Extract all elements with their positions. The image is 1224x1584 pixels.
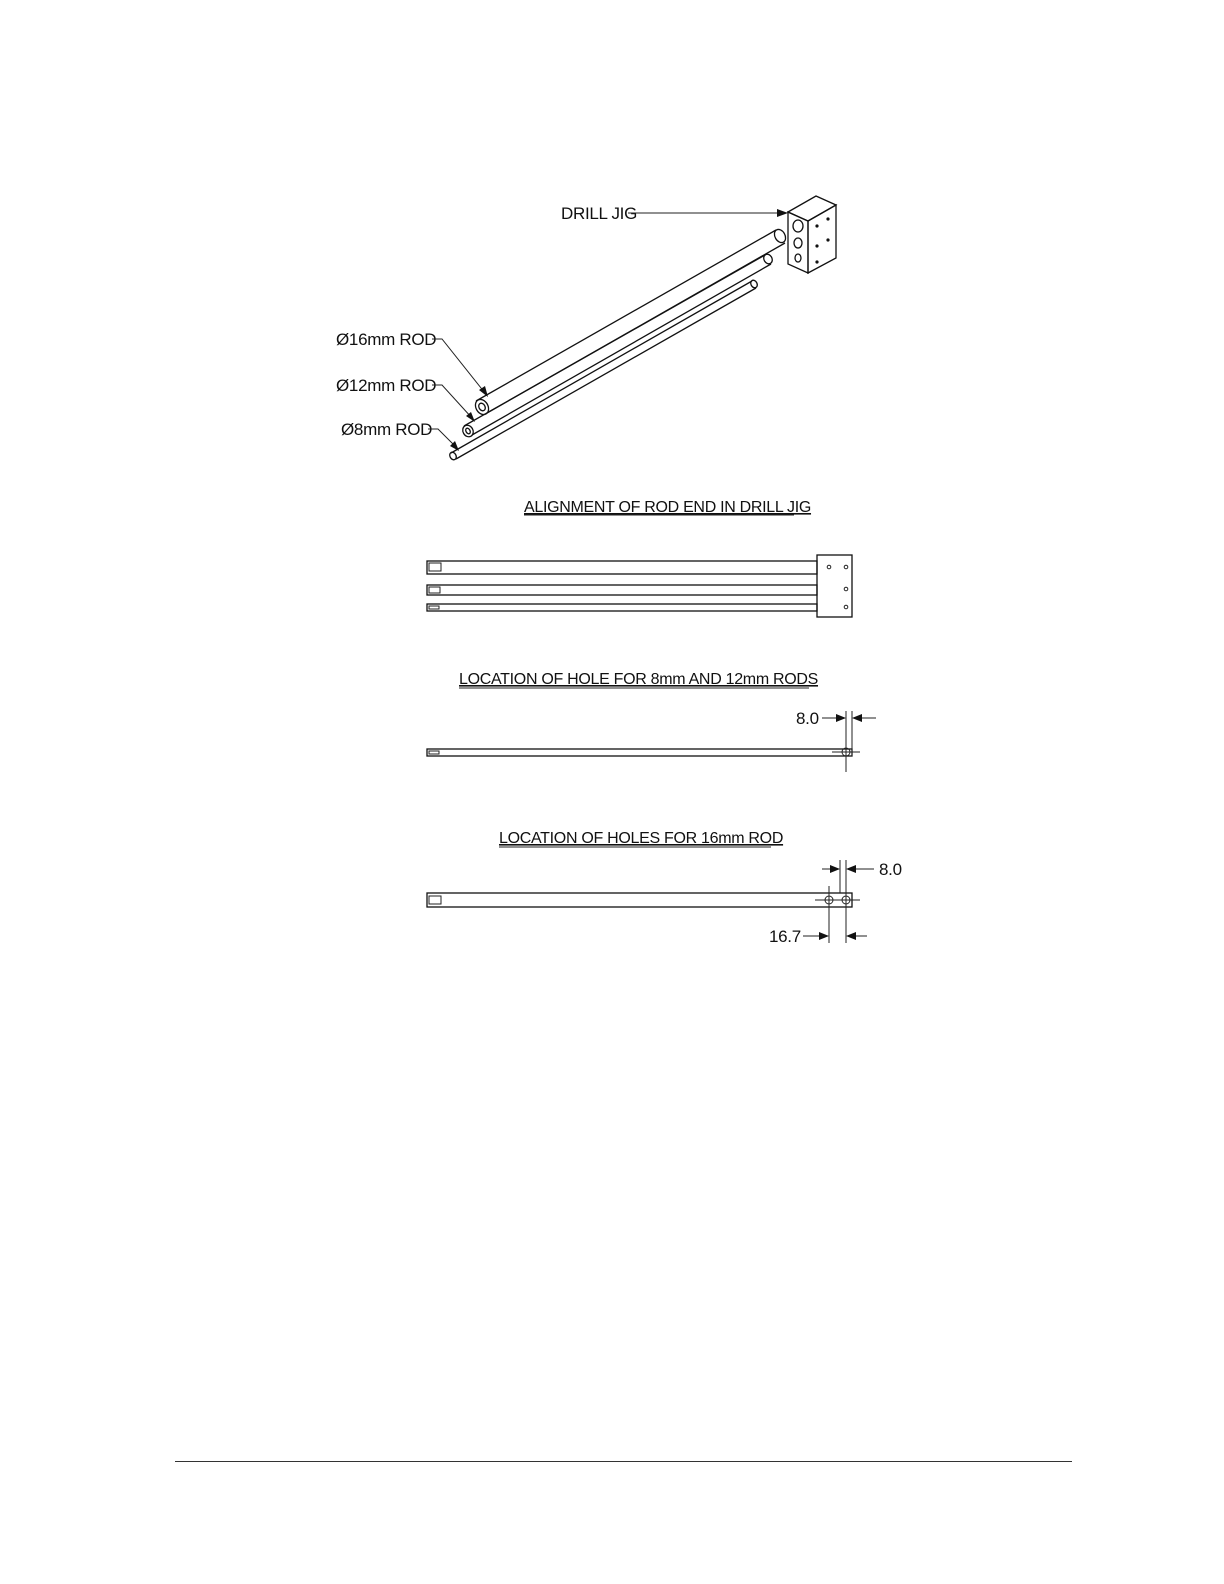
rod-12mm-leader [432,385,472,418]
alignment-view [427,499,852,617]
rod-12mm-label: Ø12mm ROD [336,376,437,395]
rod-16mm-iso [473,227,788,416]
rod-8mm-label: Ø8mm ROD [341,420,433,439]
hole-8-12mm-view [427,671,876,772]
rod-8mm-side-view [427,604,817,611]
drill-jig-label: DRILL JIG [561,204,638,223]
footer-rule [175,1461,1072,1462]
holes-16mm-dimension-top: 8.0 [879,860,902,879]
rod-12mm-side-view [427,585,817,595]
rod-16mm-side-view [427,561,817,574]
holes-16mm-title: LOCATION OF HOLES FOR 16mm ROD [499,830,784,847]
hole-8-12mm-dimension: 8.0 [796,709,819,728]
rod-single-view [427,749,852,756]
rod-16mm-label: Ø16mm ROD [336,330,437,349]
drill-jig-side-view [817,555,852,617]
drill-jig-block [788,196,836,273]
rod-8mm-iso [448,279,758,461]
isometric-view [336,196,836,461]
hole-8-12mm-title: LOCATION OF HOLE FOR 8mm AND 12mm RODS [459,671,819,688]
rod-16mm-drill-view [427,893,852,907]
rod-12mm-iso [461,253,774,439]
drill-jig-arrowhead [777,209,788,217]
holes-16mm-dimension-bottom: 16.7 [769,927,801,946]
holes-16mm-view [427,830,902,946]
alignment-view-title: ALIGNMENT OF ROD END IN DRILL JIG [524,499,812,516]
